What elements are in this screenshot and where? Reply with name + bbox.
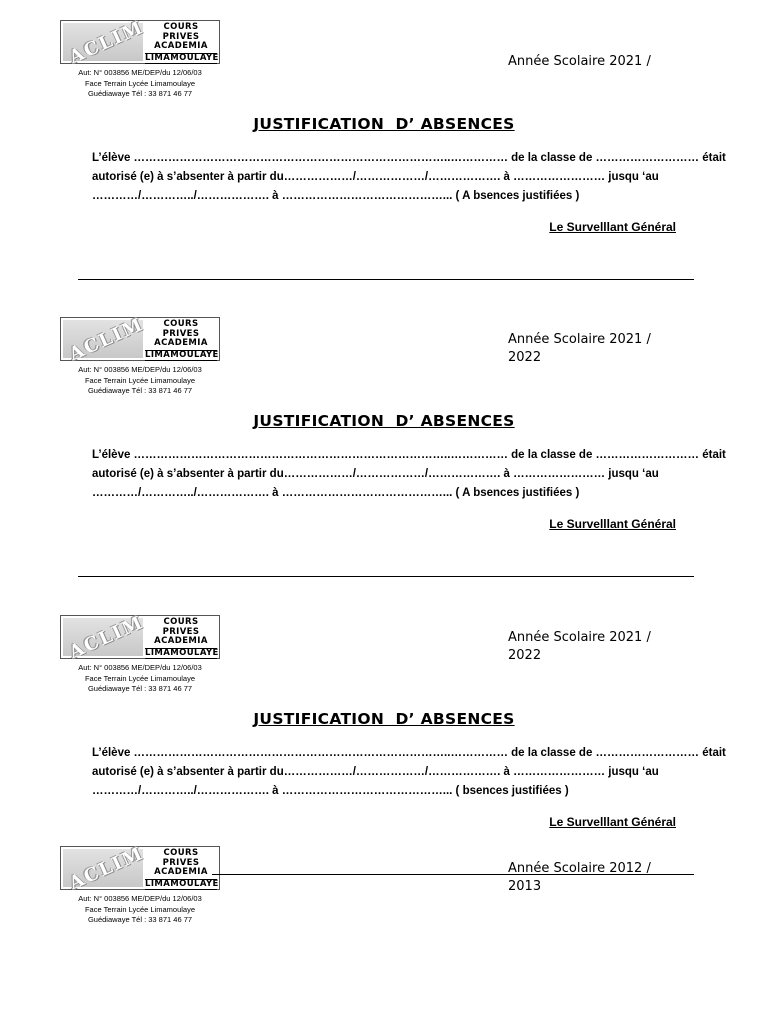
dates-line: autorisé (e) à s’absenter à partir du………………/………………/………………. à …………………… jusqu ‘au <box>92 766 659 778</box>
school-logo <box>60 611 220 664</box>
signature-label: Le Survelllant Général <box>549 220 676 234</box>
logo-text: COURS PRIVES ACADEMIA LIMAMOULAYE <box>145 319 219 360</box>
form-body <box>92 149 726 206</box>
absence-form-1 <box>0 0 768 300</box>
aclim-logo-mark: ACLIM <box>63 849 143 887</box>
aclim-logo-mark: ACLIM <box>63 320 143 358</box>
separator-line <box>78 576 694 577</box>
school-address: Aut: N° 003856 ME/DEP/du 12/06/03 Face Terrain Lycée Limamoulaye Guédiawaye Tél : 33 871 46 77 <box>78 68 202 98</box>
separator-line <box>78 279 694 280</box>
logo-text: COURS PRIVES ACADEMIA LIMAMOULAYE <box>145 22 219 63</box>
signature-label: Le Survelllant Général <box>549 517 676 531</box>
school-year: Année Scolaire 2012 / 2013 <box>508 861 651 894</box>
logo-text: COURS PRIVES ACADEMIA LIMAMOULAYE <box>145 617 219 658</box>
form-body <box>92 744 726 801</box>
until-line: …………/…………../………………. à ……………………………………... ( A bsences justifiées ) <box>92 190 580 202</box>
dates-line: autorisé (e) à s’absenter à partir du………………/………………/………………. à …………………… jusqu ‘au <box>92 171 659 183</box>
student-line: L’élève ………………………………………………………………………..…………… de la classe de ……………………… était <box>92 152 726 164</box>
school-address: Aut: N° 003856 ME/DEP/du 12/06/03 Face Terrain Lycée Limamoulaye Guédiawaye Tél : 33 871 46 77 <box>78 894 202 924</box>
school-logo <box>60 16 220 69</box>
separator-line <box>212 874 694 875</box>
until-line: …………/…………../………………. à ……………………………………... ( bsences justifiées ) <box>92 785 569 797</box>
school-logo <box>60 842 220 895</box>
aclim-logo-mark: ACLIM <box>63 618 143 656</box>
absence-form-4 <box>0 826 768 1024</box>
absence-form-2 <box>0 297 768 597</box>
school-address: Aut: N° 003856 ME/DEP/du 12/06/03 Face Terrain Lycée Limamoulaye Guédiawaye Tél : 33 871 46 77 <box>78 365 202 395</box>
form-title: JUSTIFICATION D’ ABSENCES <box>253 710 515 728</box>
student-line: L’élève ………………………………………………………………………..…………… de la classe de ……………………… était <box>92 449 726 461</box>
form-body <box>92 446 726 503</box>
school-year: Année Scolaire 2021 / 2022 <box>508 630 651 663</box>
student-line: L’élève ………………………………………………………………………..…………… de la classe de ……………………… était <box>92 747 726 759</box>
form-title: JUSTIFICATION D’ ABSENCES <box>253 412 515 430</box>
dates-line: autorisé (e) à s’absenter à partir du………………/………………/………………. à …………………… jusqu ‘au <box>92 468 659 480</box>
until-line: …………/…………../………………. à ……………………………………... ( A bsences justifiées ) <box>92 487 580 499</box>
school-address: Aut: N° 003856 ME/DEP/du 12/06/03 Face Terrain Lycée Limamoulaye Guédiawaye Tél : 33 871 46 77 <box>78 663 202 693</box>
school-year: Année Scolaire 2021 / 2022 <box>508 332 651 365</box>
school-year: Année Scolaire 2021 / <box>508 54 651 69</box>
aclim-logo-mark: ACLIM <box>63 23 143 61</box>
signature-label: Le Survelllant Général <box>549 815 676 829</box>
school-logo <box>60 313 220 366</box>
form-title: JUSTIFICATION D’ ABSENCES <box>253 115 515 133</box>
logo-text: COURS PRIVES ACADEMIA LIMAMOULAYE <box>145 848 219 889</box>
